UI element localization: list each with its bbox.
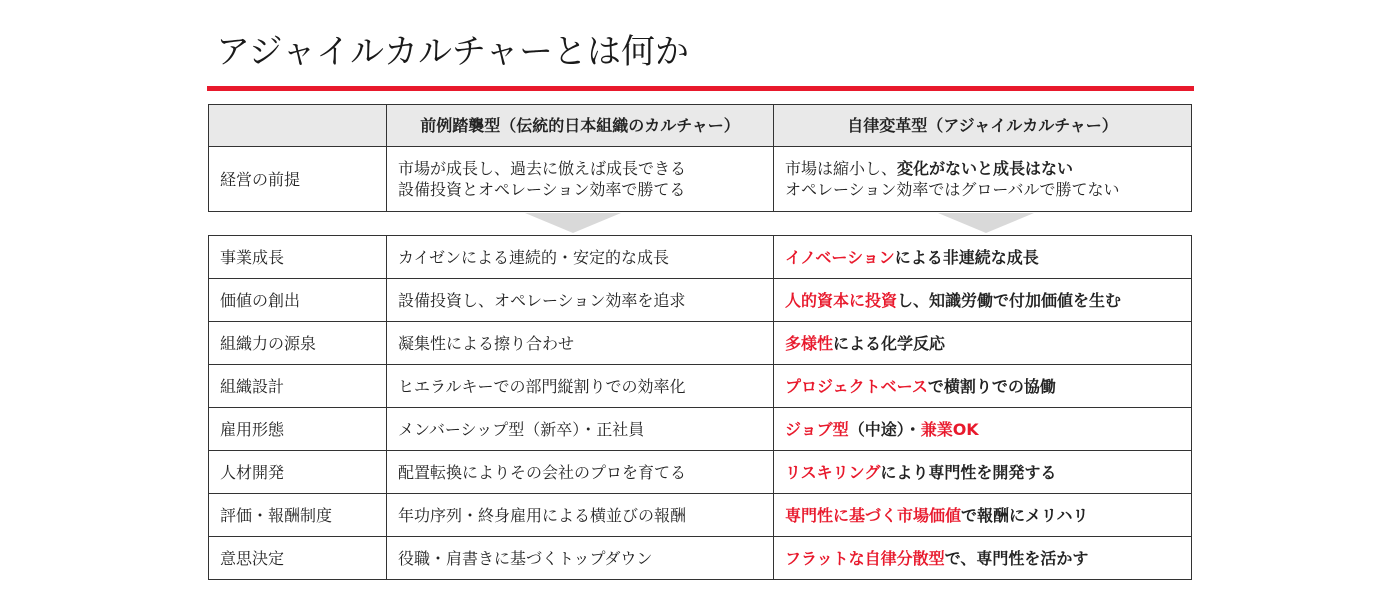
premise-row [209,147,1192,212]
plain-text: により専門性を開発する [880,462,1057,482]
row-label: 雇用形態 [209,408,387,451]
plain-text: による化学反応 [833,333,946,353]
table-row [209,494,1192,537]
row-new-value [774,408,1192,451]
plain-text: （中途）・ [848,419,921,439]
row-new-value [774,365,1192,408]
page-title: アジャイルカルチャーとは何か [216,32,689,72]
premise-old-line1: 市場が成長し、過去に倣えば成長できる [398,159,687,178]
highlight-text: ジョブ型 [785,419,849,439]
plain-text: で横割りでの協働 [927,376,1056,396]
header-row [209,105,1192,147]
plain-text: し、知識労働で付加価値を生む [897,290,1122,310]
table-row [209,322,1192,365]
comparison-table [208,235,1192,580]
header-new-model: 自律変革型（アジャイルカルチャー） [774,105,1192,147]
row-new-value [774,494,1192,537]
row-new-value [774,322,1192,365]
premise-label: 経営の前提 [209,147,387,212]
row-old-value: 設備投資し、オペレーション効率を追求 [387,279,774,322]
premise-new-line1-b: 変化がないと成長はない [897,159,1074,178]
row-label: 意思決定 [209,537,387,580]
plain-text: で、専門性を活かす [944,548,1089,568]
highlight-text: プロジェクトベース [785,376,928,396]
highlight-text: 人的資本に投資 [785,290,898,310]
row-old-value: 配置転換によりその会社のプロを育てる [387,451,774,494]
row-label: 評価・報酬制度 [209,494,387,537]
row-old-value: ヒエラルキーでの部門縦割りでの効率化 [387,365,774,408]
row-old-value: カイゼンによる連続的・安定的な成長 [387,236,774,279]
row-label: 組織設計 [209,365,387,408]
row-label: 組織力の源泉 [209,322,387,365]
premise-old-line2: 設備投資とオペレーション効率で勝てる [398,180,686,199]
row-old-value: 年功序列・終身雇用による横並びの報酬 [387,494,774,537]
plain-text: で報酬にメリハリ [961,505,1089,525]
highlight-text: リスキリング [785,462,881,482]
arrow-down-icon [525,213,621,233]
row-new-value [774,537,1192,580]
premise-new-line1-a: 市場は縮小し、 [785,159,898,178]
highlight-text: 兼業OK [920,419,979,439]
premise-table [208,104,1192,212]
premise-old [387,147,774,212]
table-row [209,236,1192,279]
table-row [209,365,1192,408]
highlight-text: イノベーション [785,247,895,267]
header-old-model: 前例踏襲型（伝統的日本組織のカルチャー） [387,105,774,147]
row-new-value [774,451,1192,494]
table-row [209,537,1192,580]
row-new-value [774,236,1192,279]
row-new-value [774,279,1192,322]
row-old-value: 役職・肩書きに基づくトップダウン [387,537,774,580]
premise-new-line2: オペレーション効率ではグローバルで勝てない [785,180,1120,199]
table-row [209,408,1192,451]
arrow-down-icon [938,213,1034,233]
row-label: 事業成長 [209,236,387,279]
row-old-value: メンバーシップ型（新卒）・正社員 [387,408,774,451]
header-blank-cell [209,105,387,147]
highlight-text: 多様性 [785,333,834,353]
table-row [209,279,1192,322]
premise-new [774,147,1192,212]
row-label: 価値の創出 [209,279,387,322]
highlight-text: 専門性に基づく市場価値 [785,505,962,525]
row-label: 人材開発 [209,451,387,494]
premise-new-line1 [785,158,1191,179]
table-row [209,451,1192,494]
plain-text: による非連続な成長 [894,247,1039,267]
highlight-text: フラットな自律分散型 [785,548,945,568]
row-old-value: 凝集性による擦り合わせ [387,322,774,365]
title-underline [207,86,1194,91]
comparison-rows [209,236,1192,580]
